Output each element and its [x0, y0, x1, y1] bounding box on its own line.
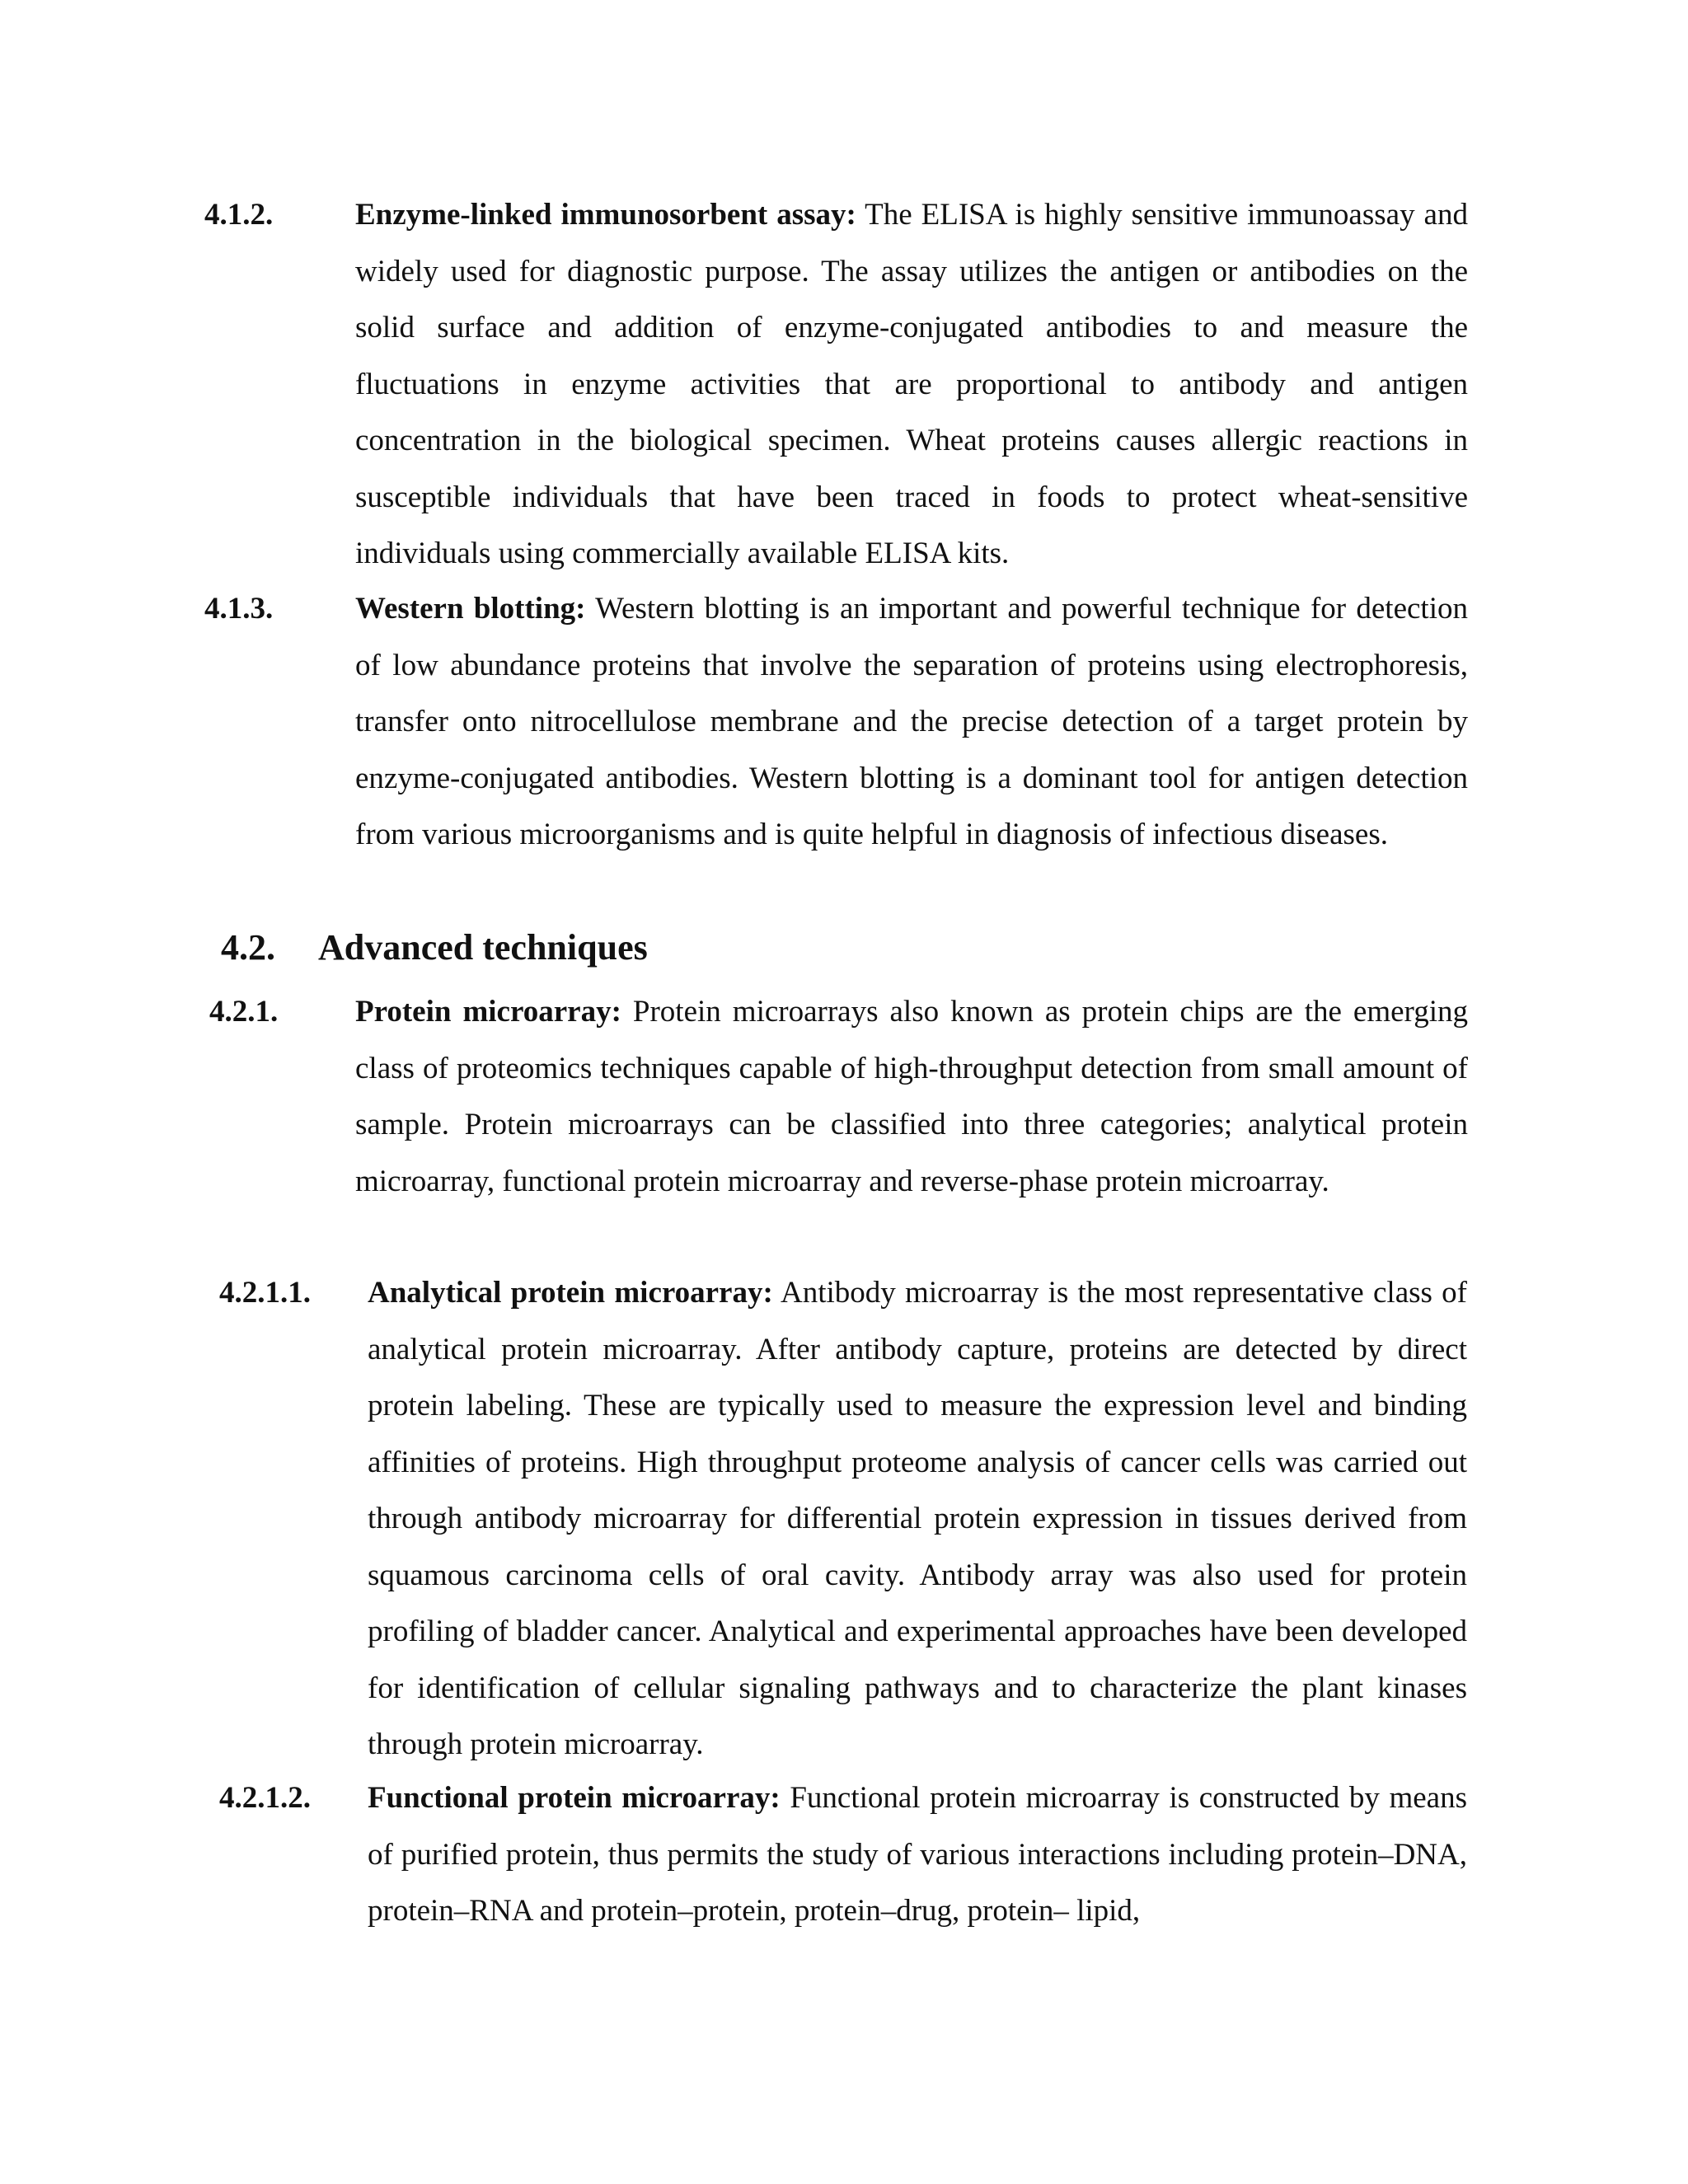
- subsection-paragraph: [368, 1265, 1467, 1774]
- section-text: Western blotting is an important and powerful technique for detection of low abundance proteins that involve the separation of proteins using electrophoresis, transfer onto nitrocellulose membrane and the precise detection of a target protein by enzyme-conjugated antibodies. Western blotting is a dominant tool for antigen detection from various microorganisms and is quite helpful in diagnosis of infectious diseases.: [355, 592, 1468, 851]
- section-paragraph: [355, 581, 1468, 864]
- heading-title: Advanced techniques: [318, 927, 648, 968]
- subsection-number: 4.2.1.: [209, 995, 279, 1029]
- subsection-paragraph: [355, 984, 1468, 1210]
- subsection-text: Functional protein microarray is constructed by means of purified protein, thus permits the study of various interactions including protein–DNA, protein–RNA and protein–protein, protein–drug, protein– lipid,: [368, 1781, 1468, 1928]
- section-term: Enzyme-linked immunosorbent assay:: [355, 198, 856, 232]
- subsection-paragraph: [368, 1770, 1467, 1940]
- section-term: Western blotting:: [355, 592, 586, 626]
- section-text: The ELISA is highly sensitive immunoassay and widely used for diagnostic purpose. The assay utilizes the antigen or antibodies on the solid surface and addition of enzyme-conjugated antibodies to and measure the fluctuations in enzyme activities that are proportional to antibody and antigen concentration in the biological specimen. Wheat proteins causes allergic reactions in susceptible individuals that have been traced in foods to protect wheat-sensitive individuals using commercially available ELISA kits.: [355, 198, 1468, 570]
- subsection-number: 4.2.1.1.: [219, 1276, 311, 1310]
- section-paragraph: [355, 187, 1468, 583]
- section-number: 4.1.3.: [204, 592, 274, 626]
- subsection-number: 4.2.1.2.: [219, 1781, 311, 1815]
- section-number: 4.1.2.: [204, 198, 274, 232]
- subsection-term: Analytical protein microarray:: [368, 1276, 773, 1310]
- subsection-text: Antibody microarray is the most representative class of analytical protein microarray. After antibody capture, proteins are detected by direct protein labeling. These are typically used to measure the expression level and binding affinities of proteins. High throughput proteome analysis of cancer cells was carried out through antibody microarray for differential protein expression in tissues derived from squamous carcinoma cells of oral cavity. Antibody array was also used for protein profiling of bladder cancer. Analytical and experimental approaches have been developed for identification of cellular signaling pathways and to characterize the plant kinases through protein microarray.: [368, 1276, 1468, 1761]
- subsection-text: Protein microarrays also known as protein chips are the emerging class of proteomics techniques capable of high-throughput detection from small amount of sample. Protein microarrays can be classified into three categories; analytical protein microarray, functional protein microarray and reverse-phase protein microarray.: [355, 995, 1468, 1198]
- heading-number: 4.2.: [221, 927, 275, 968]
- subsection-term: Protein microarray:: [355, 995, 621, 1029]
- subsection-term: Functional protein microarray:: [368, 1781, 781, 1815]
